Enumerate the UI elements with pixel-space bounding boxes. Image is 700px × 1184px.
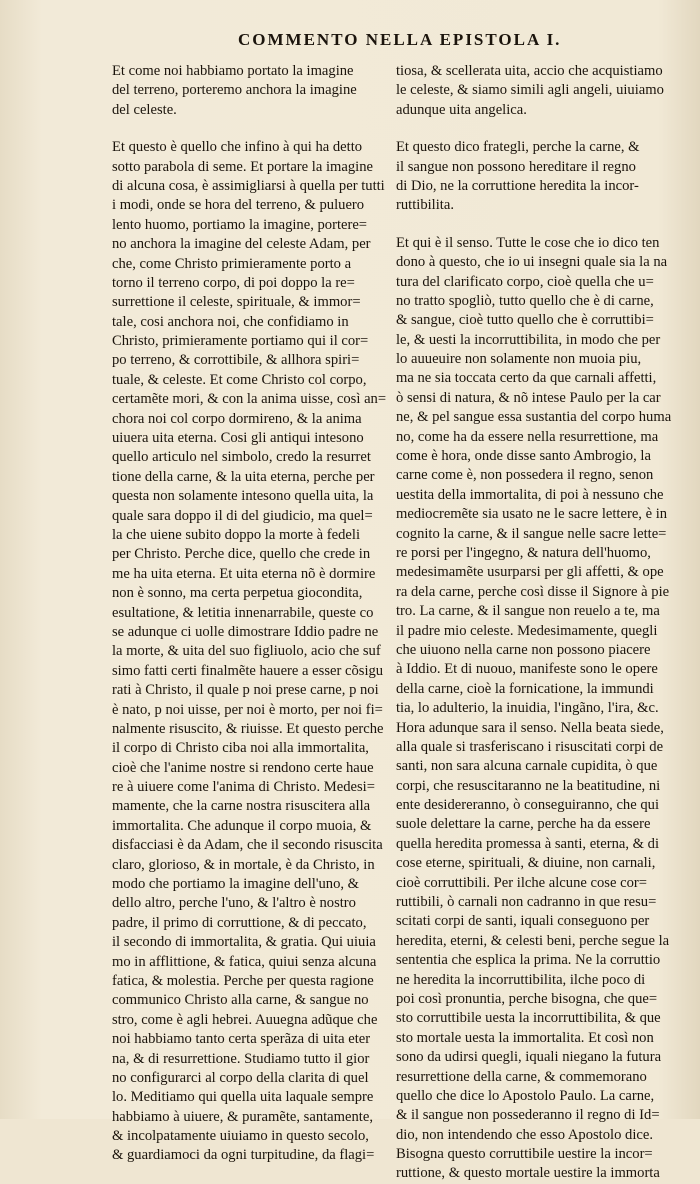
paragraph [112,62,390,120]
text-line: sotto parabola di seme. Et portare la imagine [112,158,373,175]
text-line: medesimamẽte usurparsi per gli affetti, & ope [396,564,664,581]
text-line: mediocremẽte sia usato ne le sacre lettere, è in [396,506,668,523]
text-line: esultatione, & letitia innenarrabile, queste co [112,604,374,621]
text-line: me ha uita eterna. Et uita eterna nõ è dormire [112,565,376,582]
text-line: questa non solamente intesono quella uita, la [112,488,374,505]
text-line: sto corruttibile uesta la incorruttibilita, & que [396,1010,661,1027]
text-line: padre, il primo di corruttione, & di peccato, [112,914,367,931]
text-line: heredita, eterni, & celesti beni, perche segue la [396,932,670,949]
text-line: le celeste, & siamo simili agli angeli, uiuiamo [396,82,664,99]
text-line: Et questo dico frategli, perche la carne, & [396,139,640,156]
text-line: che, come Christo primieramente porto a [112,255,352,272]
text-line: resurrettione della carne, & commemorano [396,1068,647,1085]
text-line: cognito la carne, & il sangue nelle sacre lette= [396,525,667,542]
text-line: no anchora la imagine del celeste Adam, per [112,236,371,253]
text-line: tuale, & celeste. Et come Christo col corpo, [112,371,367,388]
text-line: lo. Meditiamo qui quella uita laquale sempre [112,1089,374,1106]
text-line: no configurarci al corpo della clarita di quel [112,1069,369,1086]
text-line: tiosa, & scellerata uita, accio che acquistiamo [396,63,663,79]
paragraph-gap [396,216,672,234]
text-line: sto mortale uesta la immortalita. Et così non [396,1029,654,1046]
text-line: alla quale si trasferiscano i risuscitati corpi de [396,738,664,755]
text-line: tale, cosi anchora noi, che confidiamo in [112,313,349,330]
text-line: chora noi col corpo dormireno, & la anima [112,410,362,427]
left-column [112,62,390,1166]
text-line: surrettione il celeste, spirituale, & immor= [112,294,361,311]
text-line: quello articulo nel simbolo, credo la resurret [112,449,371,466]
text-line: fatica, & molestia. Perche per questa ragione [112,972,374,989]
text-line: dono à questo, che io ui insegni quale sia la na [396,254,668,271]
text-line: tia, lo adulterio, la inuidia, l'ingãno, l'ira, &c. [396,700,659,717]
text-line: disfacciasi è da Adam, che il secondo risuscita [112,837,383,854]
text-line: ruttibili, ò carnali non cadranno in que resu= [396,894,657,911]
text-line: Bisogna questo corruttibile uestire la incor= [396,1146,653,1163]
text-line: communico Christo alla carne, & sangue no [112,992,369,1009]
text-line: tione della carne, & la uita eterna, perche per [112,468,375,485]
text-line: Et questo è quello che infino à qui ha detto [112,139,363,156]
text-line: corpi, che resuscitaranno ne la beatitudine, ni [396,777,661,794]
text-line: simo fatti certi finalmẽte hauere a esser cõsigu [112,662,384,679]
text-line: cioè che l'anime nostre si rendono certe haue [112,759,374,776]
text-line: Et come noi habbiamo portato la imagine [112,63,354,79]
text-line: di Dio, ne la corruttione heredita la incor- [396,177,639,194]
text-line: uestita della immortalita, di poi à nessuno che [396,486,664,503]
text-line: mo in afflittione, & fatica, quiui senza alcuna [112,953,377,970]
text-line: Et qui è il senso. Tutte le cose che io dico ten [396,234,660,251]
text-line: no, come ha da essere nella resurrettione, ma [396,428,659,445]
text-line: il padre mio celeste. Medesimamente, quegli [396,622,658,639]
text-line: adunque uita angelica. [396,101,527,118]
text-line: che uiuono nella carne non possono piacere [396,641,651,658]
text-line: claro, glorioso, & in mortale, è da Christo, in [112,856,375,873]
text-line: à Iddio. Et di nuouo, manifeste sono le opere [396,661,658,678]
text-line: habbiamo à uiuere, & puramẽte, santamente, [112,1108,373,1125]
text-line: ruttione, & questo mortale uestire la immorta [396,1165,660,1182]
text-line: è nato, p noi uisse, per noi è morto, per noi fi= [112,701,383,718]
paragraph [396,138,672,216]
text-line: & sangue, cioè tutto quello che è corruttibi= [396,312,654,329]
text-line: suole delettare la carne, perche ha da essere [396,816,651,833]
text-line: santi, non sara alcuna carnale cupidita, ò que [396,758,658,775]
text-line: immortalita. Che adunque il corpo muoia, & [112,817,372,834]
text-line: Christo, primieramente portiamo qui il cor= [112,333,369,350]
text-line: mamente, che la carne nostra risuscitera alla [112,798,371,815]
text-line: uiuera uita eterna. Cosi gli antiqui intesono [112,430,364,447]
text-line: stro, come è agli hebrei. Auuegna adũque che [112,1011,378,1028]
text-line: tura del clarificato corpo, cioè quella che u= [396,273,654,290]
text-line: se adunque ci uolle dimostrare Iddio padre ne [112,623,379,640]
text-line: sono da udirsi quegli, iquali niegano la futura [396,1049,662,1066]
text-line: quella heredita promessa à santi, eterna, & di [396,835,659,852]
paragraph [396,234,672,1184]
text-line: poi così pronuntia, perche bisogna, che que= [396,990,658,1007]
text-line: & incolpatamente uiuiamo in questo secolo, [112,1128,369,1145]
text-line: il sangue non possono hereditare il regno [396,158,636,175]
text-line: ne heredita la incorruttibilita, ilche poco di [396,971,646,988]
running-title: COMMENTO NELLA EPISTOLA I. [238,30,562,49]
text-line: noi habbiamo tanto certa sperãza di uita eter [112,1031,371,1048]
text-line: per Christo. Perche dice, quello che crede in [112,546,371,563]
text-line: re à uiuere come l'anima di Christo. Medesi= [112,779,375,796]
text-line: nalmente risuscito, & riuisse. Et questo perche [112,720,384,737]
text-line: cose eterne, spirituali, & diuine, non carnali, [396,855,656,872]
text-line: modo che portiamo la imagine dell'uno, & [112,876,360,893]
text-line: ra dela carne, perche così disse il Signore à pie [396,583,670,600]
right-column [396,62,672,1184]
text-line: lo auueuire non solamente non muoia piu, [396,351,642,368]
text-line: ne, & pel sangue essa sustantia del corpo huma [396,409,672,426]
text-line: no tratto spogliò, tutto quello che è di carne, [396,292,654,309]
paragraph-gap [112,120,390,138]
text-line: non è sonno, ma certa perpetua giocondita, [112,585,363,602]
text-line: quello che dice lo Apostolo Paulo. La carne, [396,1087,655,1104]
text-line: le, & uesti la incorruttibilita, in modo che per [396,331,661,348]
text-line: della carne, cioè la fornicatione, la immundi [396,680,654,697]
text-line: lento huomo, portiamo la imagine, portere= [112,216,368,233]
text-line: il secondo di immortalita, & gratia. Qui uiuia [112,934,376,951]
text-line: dio, non intendendo che esso Apostolo dice. [396,1126,653,1143]
text-line: dello altro, perche l'uno, & l'altro è nostro [112,895,356,912]
text-line: re porsi per l'ingegno, & natura dell'huomo, [396,544,651,561]
text-line: sententia che esplica la prima. Ne la corruttio [396,952,661,969]
text-line: po terreno, & corrottibile, & allhora spiri= [112,352,360,369]
text-line: di alcuna cosa, è assimigliarsi à quella per tutti [112,177,385,194]
text-line: la che uiene subito doppo la morte à fedeli [112,526,361,543]
text-line: del terreno, porteremo anchora la imagine [112,82,357,99]
text-line: na, & di resurrettione. Studiamo tutto il gior [112,1050,370,1067]
paragraph [396,62,672,120]
text-line: il corpo di Christo ciba noi alla immortalita, [112,740,369,757]
text-line: scitati corpi de santi, iquali conseguono per [396,913,650,930]
text-line: la morte, & uita del suo figliuolo, acio che suf [112,643,381,660]
text-line: cioè corruttibili. Per ilche alcune cose cor= [396,874,647,891]
text-line: & guardiamoci da ogni turpitudine, da flagi= [112,1147,375,1164]
text-line: torno il terreno corpo, di poi doppo la re= [112,274,355,291]
text-line: tro. La carne, & il sangue non reuelo a te, ma [396,603,660,620]
paragraph-gap [396,120,672,138]
text-line: ò sensi di natura, & nõ intese Paulo per la car [396,389,661,406]
text-line: ente desidereranno, ò conseguiranno, che qui [396,797,659,814]
paragraph [112,138,390,1166]
text-line: Hora adunque sara il senso. Nella beata siede, [396,719,664,736]
text-line: certamẽte mori, & con la anima uisse, così an= [112,391,387,408]
text-line: & il sangue non possederanno il regno di Id= [396,1107,660,1124]
text-line: del celeste. [112,101,177,118]
text-line: quale sara doppo il di del giudicio, ma quel= [112,507,373,524]
text-line: come è hora, onde disse santo Ambrogio, la [396,448,651,465]
text-line: carne come è, non possedera il regno, senon [396,467,654,484]
text-line: ma ne sia toccata certo da que carnali affetti, [396,370,657,387]
text-line: rati à Christo, il quale p noi prese carne, p noi [112,682,379,699]
text-line: i modi, onde se hora del terreno, & puluero [112,197,365,214]
text-line: ruttibilita. [396,197,454,214]
